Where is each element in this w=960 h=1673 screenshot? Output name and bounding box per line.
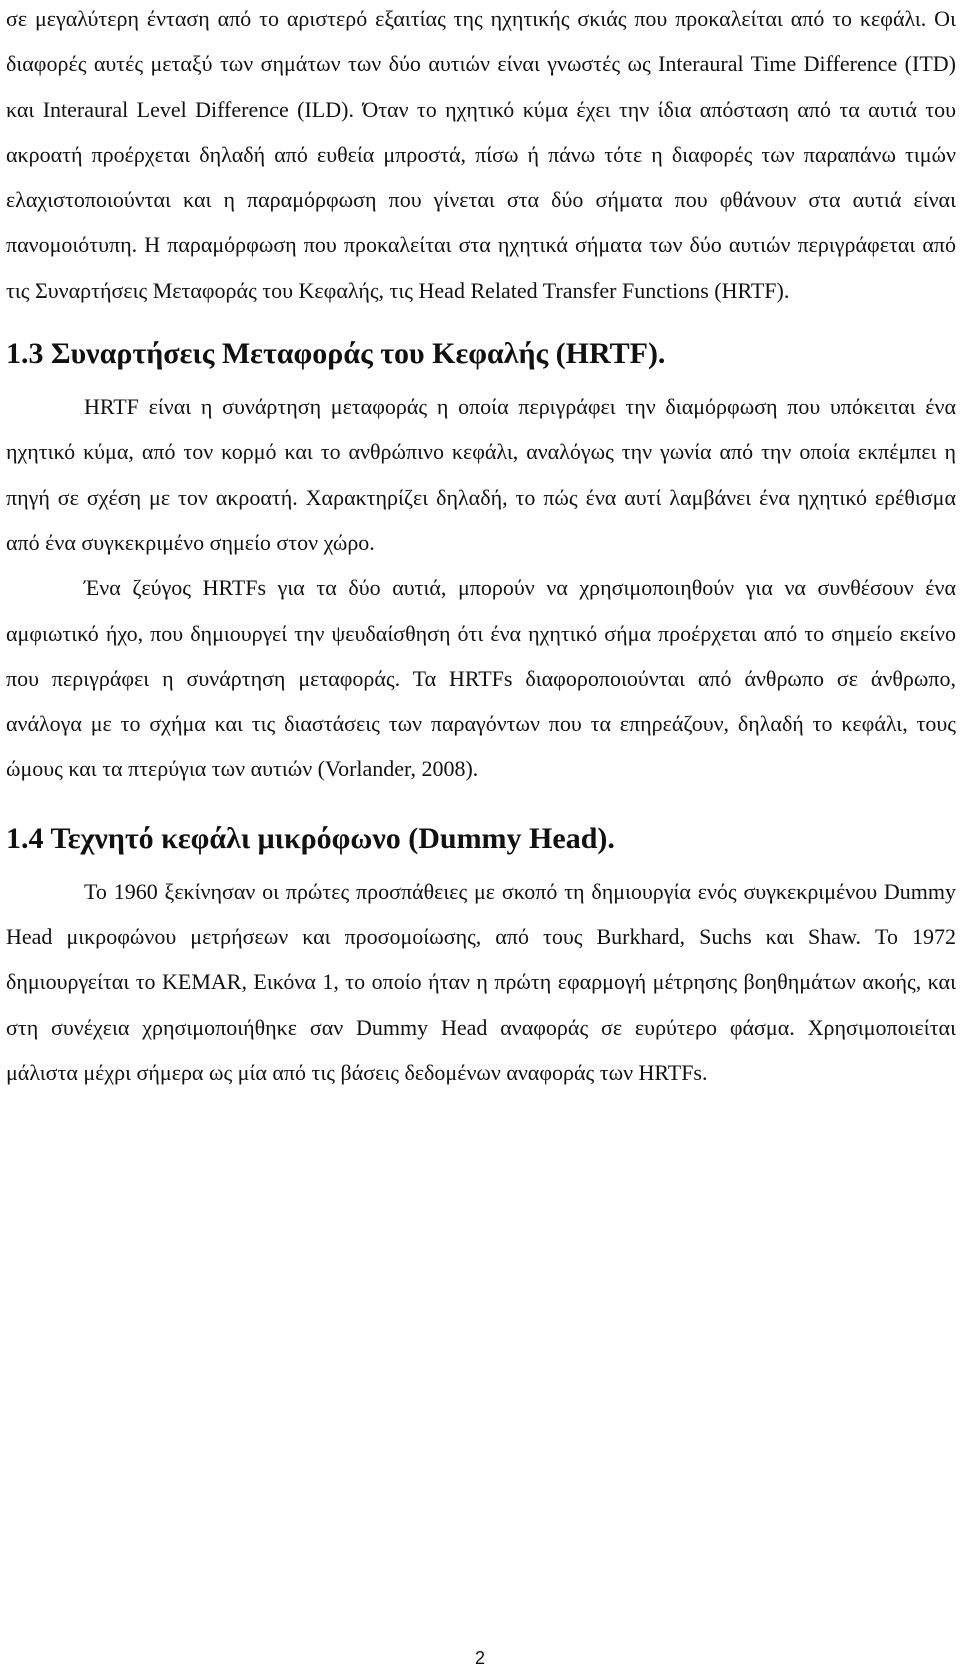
hrtf-paragraph-2: Ένα ζεύγος HRTFs για τα δύο αυτιά, μπορούν να χρησιμοποιηθούν για να συνθέσουν ένα αμφιωτικό ήχο, που δημιουργεί την ψευδαίσθηση ότι ένα ηχητικό σήμα προέρχεται από το σημείο εκείνο που περιγράφει η συνάρτηση μεταφοράς. Τα HRTFs διαφοροποιούνται από άνθρωπο σε άνθρωπο, ανάλογα με το σχήμα και τις διαστάσεις των παραγόντων που τα επηρεάζουν, δηλαδή το κεφάλι, τους ώμους και τα πτερύγια των αυτιών (Vorlander, 2008). <box>6 575 956 782</box>
dummy-head-paragraph: Το 1960 ξεκίνησαν οι πρώτες προσπάθειες με σκοπό τη δημιουργία ενός συγκεκριμένου Dummy Head μικροφώνου μετρήσεων και προσομοίωσης, από τους Burkhard, Suchs και Shaw. Το 1972 δημιουργείται το KEMAR, Εικόνα 1, το οποίο ήταν η πρώτη εφαρμογή μέτρησης βοηθημάτων ακοής, και στη συνέχεια χρησιμοποιήθηκε σαν Dummy Head αναφοράς σε ευρύτερο φάσμα. Χρησιμοποιείται μάλιστα μέχρι σήμερα ως μία από τις βάσεις δεδομένων αναφοράς των HRTFs. <box>6 878 956 1085</box>
section-heading-dummy-head: 1.4 Τεχνητό κεφάλι μικρόφωνο (Dummy Head). <box>6 821 615 855</box>
intro-paragraph: σε μεγαλύτερη ένταση από το αριστερό εξαιτίας της ηχητικής σκιάς που προκαλείται από το κεφάλι. Οι διαφορές αυτές μεταξύ των σημάτων των δύο αυτιών είναι γνωστές ως Interaural Time Difference (ITD) και Interaural Level Difference (ILD). Όταν το ηχητικό κύμα έχει την ίδια απόσταση από τα αυτιά του ακροατή προέρχεται δηλαδή από ευθεία μπροστά, πίσω ή πάνω τότε η διαφορές των παραπάνω τιμών ελαχιστοποιούνται και η παραμόρφωση που γίνεται στα δύο σήματα που φθάνουν στα αυτιά είναι πανομοιότυπη. Η παραμόρφωση που προκαλείται στα ηχητικά σήματα των δύο αυτιών περιγράφεται από τις Συναρτήσεις Μεταφοράς του Κεφαλής, τις Head Related Transfer Functions (HRTF). <box>6 6 956 303</box>
hrtf-paragraph-1: HRTF είναι η συνάρτηση μεταφοράς η οποία περιγράφει την διαμόρφωση που υπόκειται ένα ηχητικό κύμα, από τον κορμό και το ανθρώπινο κεφάλι, αναλόγως την γωνία από την οποία εκπέμπει η πηγή σε σχέση με τον ακροατή. Χαρακτηρίζει δηλαδή, το πώς ένα αυτί λαμβάνει ένα ηχητικό ερέθισμα από ένα συγκεκριμένο σημείο στον χώρο. <box>6 394 956 555</box>
document-page <box>6 0 956 1095</box>
section-heading-hrtf: 1.3 Συναρτήσεις Μεταφοράς του Κεφαλής (HRTF). <box>6 337 666 371</box>
page-number: 2 <box>474 1648 485 1668</box>
